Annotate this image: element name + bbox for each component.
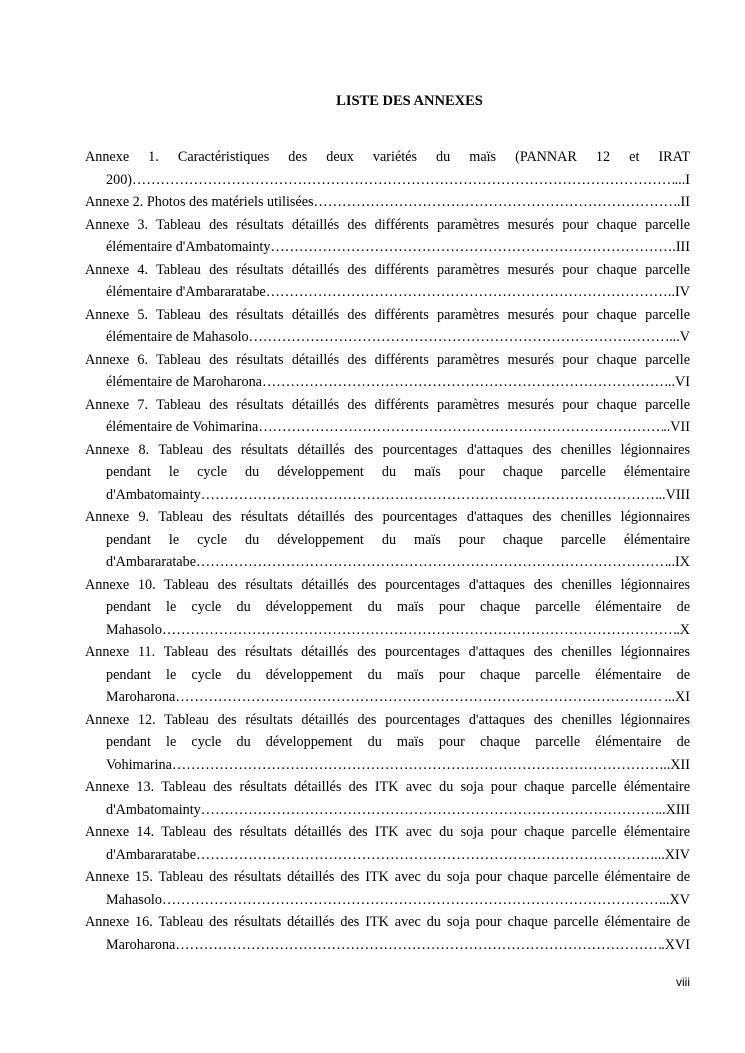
dot-leader [196,844,654,867]
annex-page-ref: ..XII [663,756,690,773]
annex-page-ref: ..XV [662,891,690,908]
annex-entry[interactable] [85,574,690,642]
annex-title: Annexe 2. Photos des matériels utilisées [85,194,314,210]
dot-leader [175,934,661,957]
annex-entry[interactable] [85,146,690,191]
annex-title-line: Annexe 12. Tableau des résultats détaillés des pourcentages d'attaques des chenilles légionnaires [85,711,690,728]
annex-title-end: Mahasolo [106,891,162,908]
annex-title-line: Annexe 4. Tableau des résultats détaillés des différents paramètres mesurés pour chaque parcelle [85,261,690,278]
annex-entry[interactable] [85,911,690,956]
annex-title-end: Maroharona [106,689,176,705]
annex-page-ref: ..IX [667,554,690,570]
annex-page-ref: .XVI [661,936,690,953]
annex-list [85,146,690,956]
annex-entry[interactable] [85,394,690,439]
annex-entry[interactable] [85,506,690,574]
annex-entry[interactable] [85,439,690,507]
dot-leader [162,889,662,912]
annex-page-ref: ..VIII [658,486,690,503]
annex-page-ref: ...VI [664,374,690,390]
annex-title-line: Annexe 9. Tableau des résultats détaillés des pourcentages d'attaques des chenilles légionnaires [85,509,690,525]
annex-entry[interactable] [85,641,690,709]
annex-title-end: élémentaire de Maroharona [106,374,262,390]
annex-title-line: pendant le cycle du développement du maïs pour chaque parcelle élémentaire de [106,734,690,750]
annex-title-end: élémentaire d'Ambararatabe [106,284,266,300]
annex-title-line: Annexe 14. Tableau des résultats détaillés des ITK avec du soja pour chaque parcelle élémentaire [85,824,690,840]
annex-page-ref: .II [677,194,690,210]
annex-title-line: Annexe 3. Tableau des résultats détaillés des différents paramètres mesurés pour chaque parcelle [85,216,690,233]
dot-leader [262,371,664,394]
annex-title-line: Annexe 5. Tableau des résultats détaillés des différents paramètres mesurés pour chaque parcelle [85,306,690,323]
annex-title-line: Annexe 7. Tableau des résultats détaillés des différents paramètres mesurés pour chaque parcelle [85,396,690,413]
annex-title-end: d'Ambatomainty [106,486,201,503]
annex-title-line: pendant le cycle du développement du maïs pour chaque parcelle élémentaire de [106,666,690,683]
annex-entry[interactable] [85,821,690,866]
page-title: LISTE DES ANNEXES [336,93,483,109]
annex-title-end: d'Ambatomainty [106,801,201,818]
annex-title-end: élémentaire de Mahasolo [106,329,249,345]
annex-title-line: Annexe 8. Tableau des résultats détaillés des pourcentages d'attaques des chenilles légionnaires [85,441,690,458]
annex-title-line: pendant le cycle du développement du maïs pour chaque parcelle élémentaire de [106,599,690,615]
annex-page-ref: ...XI [664,689,690,705]
annex-title-line: Annexe 13. Tableau des résultats détaillés des ITK avec du soja pour chaque parcelle élémentaire [85,779,690,795]
annex-page-ref: ...XIV [654,846,690,863]
annex-entry[interactable] [85,214,690,259]
annex-title-end: élémentaire d'Ambatomainty [106,239,271,255]
annex-title-end: Vohimarina [106,756,172,773]
annex-title-line: pendant le cycle du développement du maïs pour chaque parcelle élémentaire [106,531,690,548]
annex-page-ref: ..IV [667,284,690,300]
annex-entry[interactable] [85,304,690,349]
annex-entry[interactable] [85,776,690,821]
page-number: viii [676,975,690,989]
dot-leader [266,281,668,304]
dot-leader [201,799,659,822]
dot-leader [249,326,666,349]
annex-entry[interactable] [85,709,690,777]
dot-leader [258,416,663,439]
annex-title-end: Mahasolo [106,621,162,638]
annex-title-line: Annexe 10. Tableau des résultats détaillés des pourcentages d'attaques des chenilles légionnaires [85,576,690,593]
annex-title-line: Annexe 11. Tableau des résultats détaillés des pourcentages d'attaques des chenilles légionnaires [85,644,690,660]
annex-title-line: Annexe 15. Tableau des résultats détaillés des ITK avec du soja pour chaque parcelle élémentaire de [85,869,690,885]
dot-leader [270,236,672,259]
annex-entry[interactable] [85,191,690,214]
annex-title-line: Annexe 1. Caractéristiques des deux variétés du maïs (PANNAR 12 et IRAT [85,149,690,165]
annex-title-line: Annexe 6. Tableau des résultats détaillés des différents paramètres mesurés pour chaque parcelle [85,351,690,368]
dot-leader [162,619,676,642]
dot-leader [314,191,677,214]
annex-title-end: 200) [106,171,133,188]
annex-entry[interactable] [85,349,690,394]
dot-leader [172,754,663,777]
annex-page-ref: .X [676,621,690,638]
annex-title-end: Maroharona [106,936,176,953]
annex-page-ref: ....V [665,329,690,345]
annex-title-end: d'Ambararatabe [106,846,196,863]
annex-page-ref: ..VII [663,419,690,435]
dot-leader [201,484,659,507]
annex-page-ref: ...I [674,171,690,188]
annex-page-ref: .III [672,239,690,255]
dot-leader [175,686,664,709]
dot-leader [132,169,675,192]
annex-title-line: Annexe 16. Tableau des résultats détaillés des ITK avec du soja pour chaque parcelle élémentaire de [85,914,690,930]
annex-title-line: pendant le cycle du développement du maïs pour chaque parcelle élémentaire [106,464,690,480]
annex-page-ref: ..XIII [658,801,690,818]
annex-entry[interactable] [85,259,690,304]
annex-title-end: élémentaire de Vohimarina [106,419,259,435]
dot-leader [196,551,668,574]
annex-entry[interactable] [85,866,690,911]
annex-title-end: d'Ambararatabe [106,554,196,570]
